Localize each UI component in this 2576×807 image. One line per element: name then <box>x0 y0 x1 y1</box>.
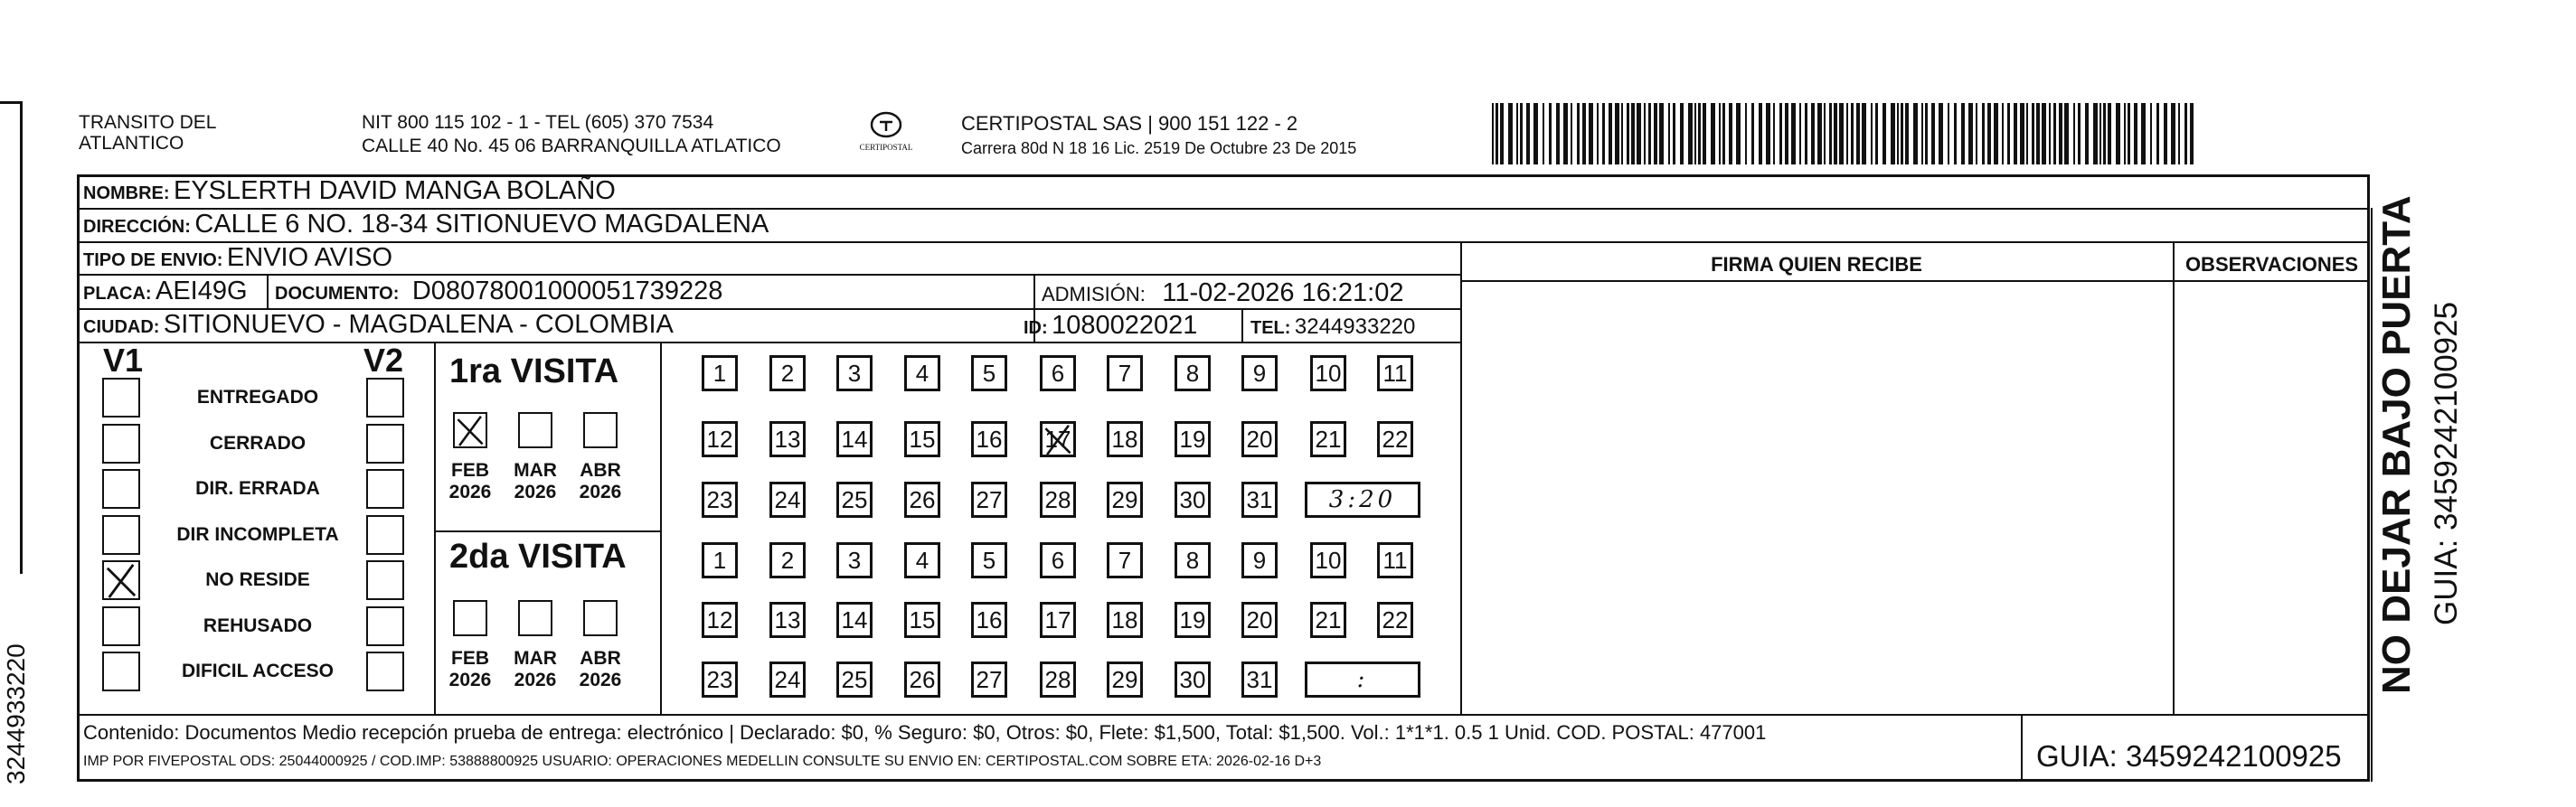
day-box[interactable]: 12 <box>702 421 738 457</box>
v2-header: V2 <box>363 342 404 379</box>
barcode-bar <box>1589 103 1593 164</box>
barcode-bar <box>2036 103 2040 164</box>
barcode-bar <box>1582 103 1586 164</box>
day-box[interactable]: 4 <box>904 355 940 391</box>
day-box[interactable]: 28 <box>1040 482 1076 518</box>
day-box[interactable]: 20 <box>1241 602 1278 638</box>
day-box[interactable]: 26 <box>904 482 940 518</box>
barcode-bar <box>2150 103 2152 164</box>
v1-checkbox[interactable] <box>102 652 140 691</box>
month-label <box>569 648 632 691</box>
barcode-bar <box>1496 103 1498 164</box>
v2-checkbox[interactable] <box>366 606 404 646</box>
tipo-envio-value: ENVIO AVISO <box>226 243 393 272</box>
barcode-bar <box>2093 103 2098 164</box>
day-box[interactable]: 19 <box>1175 421 1211 457</box>
day-box[interactable]: 16 <box>971 421 1007 457</box>
day-box[interactable]: 11 <box>1377 542 1413 578</box>
day-box[interactable]: 31 <box>1241 482 1278 518</box>
barcode-bar <box>2032 103 2034 164</box>
barcode-bar <box>1637 103 1641 164</box>
barcode-bar <box>1654 103 1657 164</box>
barcode-bar <box>1719 103 1721 164</box>
day-box[interactable]: 12 <box>702 602 738 638</box>
barcode-bar <box>1759 103 1762 164</box>
barcode-bar <box>1931 103 1935 164</box>
month-name: MAR <box>514 460 557 481</box>
day-box[interactable]: 23 <box>702 662 738 698</box>
barcode-bar <box>2171 103 2175 164</box>
day-box[interactable]: 7 <box>1107 355 1143 391</box>
v2-checkbox[interactable] <box>366 652 404 691</box>
visit-option-label: DIR INCOMPLETA <box>176 523 339 545</box>
barcode-bar <box>2078 103 2081 164</box>
barcode-bar <box>2124 103 2126 164</box>
documento-value: D08078001000051739228 <box>411 277 723 305</box>
imp-line: IMP POR FIVEPOSTAL ODS: 25044000925 / COD.IMP: 53888800925 USUARIO: OPERACIONES MEDELLIN CONSULTE SU ENVIO EN: CERTIPOSTAL.COM SOBRE ETA: 2026-02-16 D+3 <box>83 754 1322 769</box>
month-label <box>569 460 632 503</box>
direccion-label: DIRECCIÓN: <box>83 217 191 237</box>
day-box[interactable]: 23 <box>702 482 738 518</box>
day-box[interactable]: 20 <box>1241 421 1278 457</box>
barcode-bar <box>1698 103 1701 164</box>
day-box[interactable]: 29 <box>1107 662 1143 698</box>
barcode-bar <box>1905 103 1909 164</box>
barcode-bar <box>1609 103 1612 164</box>
barcode-bar <box>1948 103 1949 164</box>
barcode-bar <box>1994 103 1998 164</box>
ciudad-value: SITIONUEVO - MAGDALENA - COLOMBIA <box>163 310 674 339</box>
barcode-bar <box>1921 103 1923 164</box>
barcode-bar <box>2108 103 2111 164</box>
side-guia: GUIA: 3459242100925 <box>2429 301 2464 625</box>
v2-checkbox[interactable] <box>366 424 404 464</box>
barcode <box>1492 103 2197 166</box>
barcode-bar <box>1729 103 1732 164</box>
barcode-bar <box>2164 103 2167 164</box>
month-checkbox[interactable] <box>518 412 552 448</box>
month-name: ABR <box>580 460 621 481</box>
barcode-bar <box>2184 103 2187 164</box>
barcode-bar <box>1799 103 1801 164</box>
day-box[interactable]: 10 <box>1310 355 1346 391</box>
day-box[interactable]: 14 <box>836 421 873 457</box>
barcode-bar <box>1556 103 1560 164</box>
barcode-bar <box>1673 103 1675 164</box>
day-box[interactable]: 27 <box>971 482 1007 518</box>
month-year: 2026 <box>579 482 622 502</box>
barcode-bar <box>1508 103 1513 164</box>
day-box[interactable]: 15 <box>904 421 940 457</box>
month-name: MAR <box>514 648 557 669</box>
visit-option-label: DIFICIL ACCESO <box>181 661 334 681</box>
barcode-bar <box>1913 103 1918 164</box>
day-box[interactable]: 30 <box>1175 482 1211 518</box>
barcode-bar <box>2020 103 2024 164</box>
barcode-bar <box>1577 103 1580 164</box>
month-name: FEB <box>451 460 489 481</box>
id-label: ID: <box>1024 318 1048 338</box>
month-year: 2026 <box>514 482 557 502</box>
tel-label: TEL: <box>1250 318 1291 338</box>
tel-value: 3244933220 <box>1294 314 1416 339</box>
barcode-bar <box>1846 103 1848 164</box>
admision-value: 11-02-2026 16:21:02 <box>1162 278 1404 307</box>
day-box[interactable]: 13 <box>769 421 806 457</box>
rule <box>267 274 269 308</box>
no-dejar-notice: NO DEJAR BAJO PUERTA <box>2374 195 2419 694</box>
month-checkbox[interactable] <box>583 600 618 636</box>
day-box[interactable]: 25 <box>836 482 873 518</box>
barcode-bar <box>1805 103 1807 164</box>
placa-value: AEI49G <box>156 277 248 305</box>
v1-header: V1 <box>103 342 144 379</box>
month-year: 2026 <box>514 670 557 690</box>
barcode-bar <box>2103 103 2106 164</box>
month-checkbox[interactable] <box>518 600 552 636</box>
day-box[interactable]: 18 <box>1107 602 1143 638</box>
barcode-bar <box>2026 103 2028 164</box>
day-box[interactable]: 15 <box>904 602 940 638</box>
month-checkbox[interactable] <box>453 600 487 636</box>
day-box[interactable]: 21 <box>1310 421 1346 457</box>
barcode-bar <box>2002 103 2004 164</box>
v2-checkbox[interactable] <box>366 515 404 555</box>
day-box[interactable]: 22 <box>1377 602 1413 638</box>
check-mark-icon <box>104 562 138 598</box>
month-label <box>439 648 502 691</box>
month-label <box>504 648 567 691</box>
v1-checkbox[interactable] <box>102 515 140 555</box>
barcode-bar <box>1834 103 1837 164</box>
barcode-bar <box>1680 103 1684 164</box>
visit-option-label: DIR. ERRADA <box>195 478 320 499</box>
barcode-bar <box>2059 103 2062 164</box>
barcode-bar <box>1766 103 1770 164</box>
day-box[interactable]: 2 <box>769 542 806 578</box>
barcode-bar <box>1875 103 1878 164</box>
certipostal-logo <box>850 107 922 161</box>
barcode-bar <box>1549 103 1552 164</box>
barcode-bar <box>2116 103 2120 164</box>
rule <box>1460 280 2370 282</box>
barcode-bar <box>1621 103 1623 164</box>
barcode-bar <box>1871 103 1873 164</box>
rule <box>2021 714 2023 782</box>
v1-checkbox[interactable] <box>102 606 140 646</box>
v1-checkbox[interactable] <box>102 378 140 418</box>
day-box[interactable]: 1 <box>702 355 738 391</box>
day-box[interactable]: 10 <box>1310 542 1346 578</box>
barcode-bar <box>1856 103 1860 164</box>
admision-row <box>1042 277 1404 314</box>
barcode-bar <box>1500 103 1504 164</box>
barcode-bar <box>1722 103 1725 164</box>
barcode-bar <box>1571 103 1572 164</box>
v2-checkbox[interactable] <box>366 469 404 509</box>
day-box[interactable]: 29 <box>1107 482 1143 518</box>
month-name: FEB <box>451 648 489 669</box>
barcode-bar <box>2049 103 2051 164</box>
barcode-bar <box>1824 103 1826 164</box>
day-box[interactable]: 11 <box>1377 355 1413 391</box>
barcode-bar <box>1627 103 1629 164</box>
day-box[interactable]: 31 <box>1241 662 1278 698</box>
rule <box>1460 241 1462 714</box>
barcode-bar <box>1779 103 1782 164</box>
placa-row <box>83 275 248 312</box>
barcode-bar <box>1543 103 1544 164</box>
barcode-bar <box>2141 103 2146 164</box>
day-box[interactable]: 9 <box>1241 542 1278 578</box>
day-box[interactable]: 7 <box>1107 542 1143 578</box>
day-box[interactable]: 19 <box>1175 602 1211 638</box>
barcode-bar <box>1668 103 1670 164</box>
day-box[interactable]: 17 <box>1040 602 1076 638</box>
barcode-bar <box>1987 103 1991 164</box>
observaciones-header: OBSERVACIONES <box>2184 253 2359 276</box>
barcode-bar <box>1811 103 1815 164</box>
check-mark-icon <box>455 414 486 446</box>
nombre-row <box>83 174 616 211</box>
rule <box>660 342 662 714</box>
day-box[interactable]: 6 <box>1040 355 1076 391</box>
day-box[interactable]: 16 <box>971 602 1007 638</box>
barcode-bar <box>1976 103 1977 164</box>
nombre-value: EYSLERTH DAVID MANGA BOLAÑO <box>174 176 616 205</box>
day-box[interactable]: 2 <box>769 355 806 391</box>
barcode-bar <box>2099 103 2101 164</box>
v2-checkbox[interactable] <box>366 378 404 418</box>
barcode-bar <box>1597 103 1599 164</box>
day-box[interactable]: 1 <box>702 542 738 578</box>
barcode-bar <box>1982 103 1985 164</box>
month-year: 2026 <box>579 670 622 690</box>
visit-option-label: CERRADO <box>209 432 307 454</box>
barcode-bar <box>1851 103 1854 164</box>
rule <box>77 714 2370 716</box>
barcode-bar <box>2014 103 2017 164</box>
barcode-bar <box>2128 103 2130 164</box>
barcode-bar <box>1736 103 1741 164</box>
month-year: 2026 <box>448 670 492 690</box>
address-line: CALLE 40 No. 45 06 BARRANQUILLA ATLATICO <box>362 136 781 156</box>
cross-mark-icon <box>1043 424 1073 455</box>
barcode-bar <box>1961 103 1965 164</box>
v1-checkbox[interactable] <box>102 424 140 464</box>
id-row <box>1024 309 1197 346</box>
edge-bracket <box>0 101 23 574</box>
barcode-bar <box>1644 103 1646 164</box>
day-box[interactable]: 5 <box>971 355 1007 391</box>
day-box[interactable]: 24 <box>769 482 806 518</box>
barcode-bar <box>1968 103 1973 164</box>
guia-footer: GUIA: 3459242100925 <box>2036 739 2342 773</box>
barcode-bar <box>1901 103 1903 164</box>
month-checkbox[interactable] <box>583 412 618 448</box>
logo-text: CERTIPOSTAL <box>859 143 913 152</box>
license-line: Carrera 80d N 18 16 Lic. 2519 De Octubre 23 De 2015 <box>961 139 1357 157</box>
barcode-bar <box>1939 103 1943 164</box>
barcode-bar <box>1745 103 1747 164</box>
ciudad-row <box>83 308 674 345</box>
v1-checkbox[interactable] <box>102 469 140 509</box>
day-box[interactable]: 13 <box>769 602 806 638</box>
barcode-bar <box>1817 103 1822 164</box>
second-visit-title: 2da VISITA <box>449 538 627 576</box>
barcode-bar <box>2190 103 2194 164</box>
barcode-bar <box>1829 103 1832 164</box>
day-box[interactable]: 24 <box>769 662 806 698</box>
barcode-bar <box>1897 103 1899 164</box>
admision-label: ADMISIÓN: <box>1042 283 1146 305</box>
barcode-bar <box>1520 103 1523 164</box>
first-visit-title: 1ra VISITA <box>449 352 619 390</box>
barcode-bar <box>1751 103 1754 164</box>
barcode-bar <box>1516 103 1518 164</box>
barcode-bar <box>1492 103 1494 164</box>
barcode-bar <box>2178 103 2180 164</box>
day-box[interactable]: 3 <box>836 355 873 391</box>
barcode-bar <box>1891 103 1895 164</box>
documento-row <box>275 275 722 312</box>
tipo-envio-label: TIPO DE ENVIO: <box>83 250 223 270</box>
day-box[interactable]: 26 <box>904 662 940 698</box>
barcode-bar <box>2053 103 2056 164</box>
day-box[interactable]: 5 <box>971 542 1007 578</box>
day-box[interactable]: 18 <box>1107 421 1143 457</box>
day-box[interactable]: 6 <box>1040 542 1076 578</box>
day-box[interactable]: 3 <box>836 542 873 578</box>
month-name: ABR <box>580 648 621 669</box>
barcode-bar <box>1862 103 1866 164</box>
barcode-bar <box>1659 103 1664 164</box>
ciudad-label: CIUDAD: <box>83 317 160 337</box>
month-label <box>504 460 567 503</box>
day-box[interactable]: 27 <box>971 662 1007 698</box>
barcode-bar <box>1954 103 1957 164</box>
day-box[interactable]: 28 <box>1040 662 1076 698</box>
barcode-bar <box>2042 103 2046 164</box>
month-label <box>439 460 502 503</box>
day-box[interactable]: 4 <box>904 542 940 578</box>
month-year: 2026 <box>448 482 492 502</box>
visit-option-label: ENTREGADO <box>196 387 319 408</box>
left-edge-phone: 3244933220 <box>2 643 30 784</box>
courier-line: CERTIPOSTAL SAS | 900 151 122 - 2 <box>961 112 1298 135</box>
nit-line: NIT 800 115 102 - 1 - TEL (605) 370 7534 <box>362 112 714 133</box>
day-box[interactable]: 14 <box>836 602 873 638</box>
rule <box>434 342 436 714</box>
barcode-bar <box>1526 103 1530 164</box>
firma-header: FIRMA QUIEN RECIBE <box>1711 253 1922 276</box>
rule <box>434 530 660 532</box>
barcode-bar <box>2156 103 2159 164</box>
issuer-line-1: TRANSITO DEL <box>79 112 217 133</box>
rule <box>2173 241 2175 714</box>
certipostal-logo-icon <box>850 107 922 161</box>
barcode-bar <box>2134 103 2137 164</box>
barcode-bar <box>1533 103 1538 164</box>
barcode-bar <box>1785 103 1788 164</box>
v1-checkbox[interactable] <box>102 560 140 600</box>
v2-checkbox[interactable] <box>366 560 404 600</box>
placa-label: PLACA: <box>83 284 152 304</box>
barcode-bar <box>1563 103 1568 164</box>
day-box[interactable]: 21 <box>1310 602 1346 638</box>
day-box[interactable]: 9 <box>1241 355 1278 391</box>
barcode-bar <box>1703 103 1706 164</box>
barcode-bar <box>2007 103 2010 164</box>
rule <box>2371 208 2373 782</box>
tel-row <box>1250 311 1415 346</box>
barcode-bar <box>1791 103 1796 164</box>
barcode-bar <box>1631 103 1635 164</box>
barcode-bar <box>1648 103 1651 164</box>
day-box[interactable]: 25 <box>836 662 873 698</box>
issuer-line-2: ATLANTICO <box>79 133 184 154</box>
barcode-bar <box>2073 103 2075 164</box>
day-box[interactable]: 30 <box>1175 662 1211 698</box>
contenido-line: Contenido: Documentos Medio recepción prueba de entrega: electrónico | Declarado: $0, % Seguro: $0, Otros: $0, Flete: $1,500, Total: $1,500. Vol.: 1*1*1. 0.5 1 Unid. COD. POSTAL: 477001 <box>83 721 1767 744</box>
barcode-bar <box>1615 103 1619 164</box>
visit-time-box[interactable]: 3:20 <box>1305 482 1420 518</box>
tipo-envio-row <box>83 241 392 278</box>
day-box[interactable]: 17 <box>1040 421 1076 457</box>
barcode-bar <box>1602 103 1605 164</box>
barcode-bar <box>1688 103 1693 164</box>
barcode-bar <box>1925 103 1928 164</box>
month-checkbox[interactable] <box>453 412 487 448</box>
barcode-bar <box>1711 103 1715 164</box>
barcode-bar <box>1694 103 1696 164</box>
day-box[interactable]: 8 <box>1175 542 1211 578</box>
day-box[interactable]: 8 <box>1175 355 1211 391</box>
nombre-label: NOMBRE: <box>83 183 170 203</box>
barcode-bar <box>1839 103 1844 164</box>
barcode-bar <box>2064 103 2069 164</box>
barcode-bar <box>2085 103 2089 164</box>
direccion-value: CALLE 6 NO. 18-34 SITIONUEVO MAGDALENA <box>194 210 769 239</box>
barcode-bar <box>1882 103 1886 164</box>
day-box[interactable]: 22 <box>1377 421 1413 457</box>
barcode-bar <box>1773 103 1775 164</box>
id-value: 1080022021 <box>1052 311 1198 340</box>
documento-label: DOCUMENTO: <box>275 284 400 304</box>
visit-time-box[interactable]: : <box>1305 662 1420 698</box>
visit-option-label: REHUSADO <box>203 615 313 636</box>
visit-option-label: NO RESIDE <box>205 569 310 590</box>
direccion-row <box>83 208 769 245</box>
